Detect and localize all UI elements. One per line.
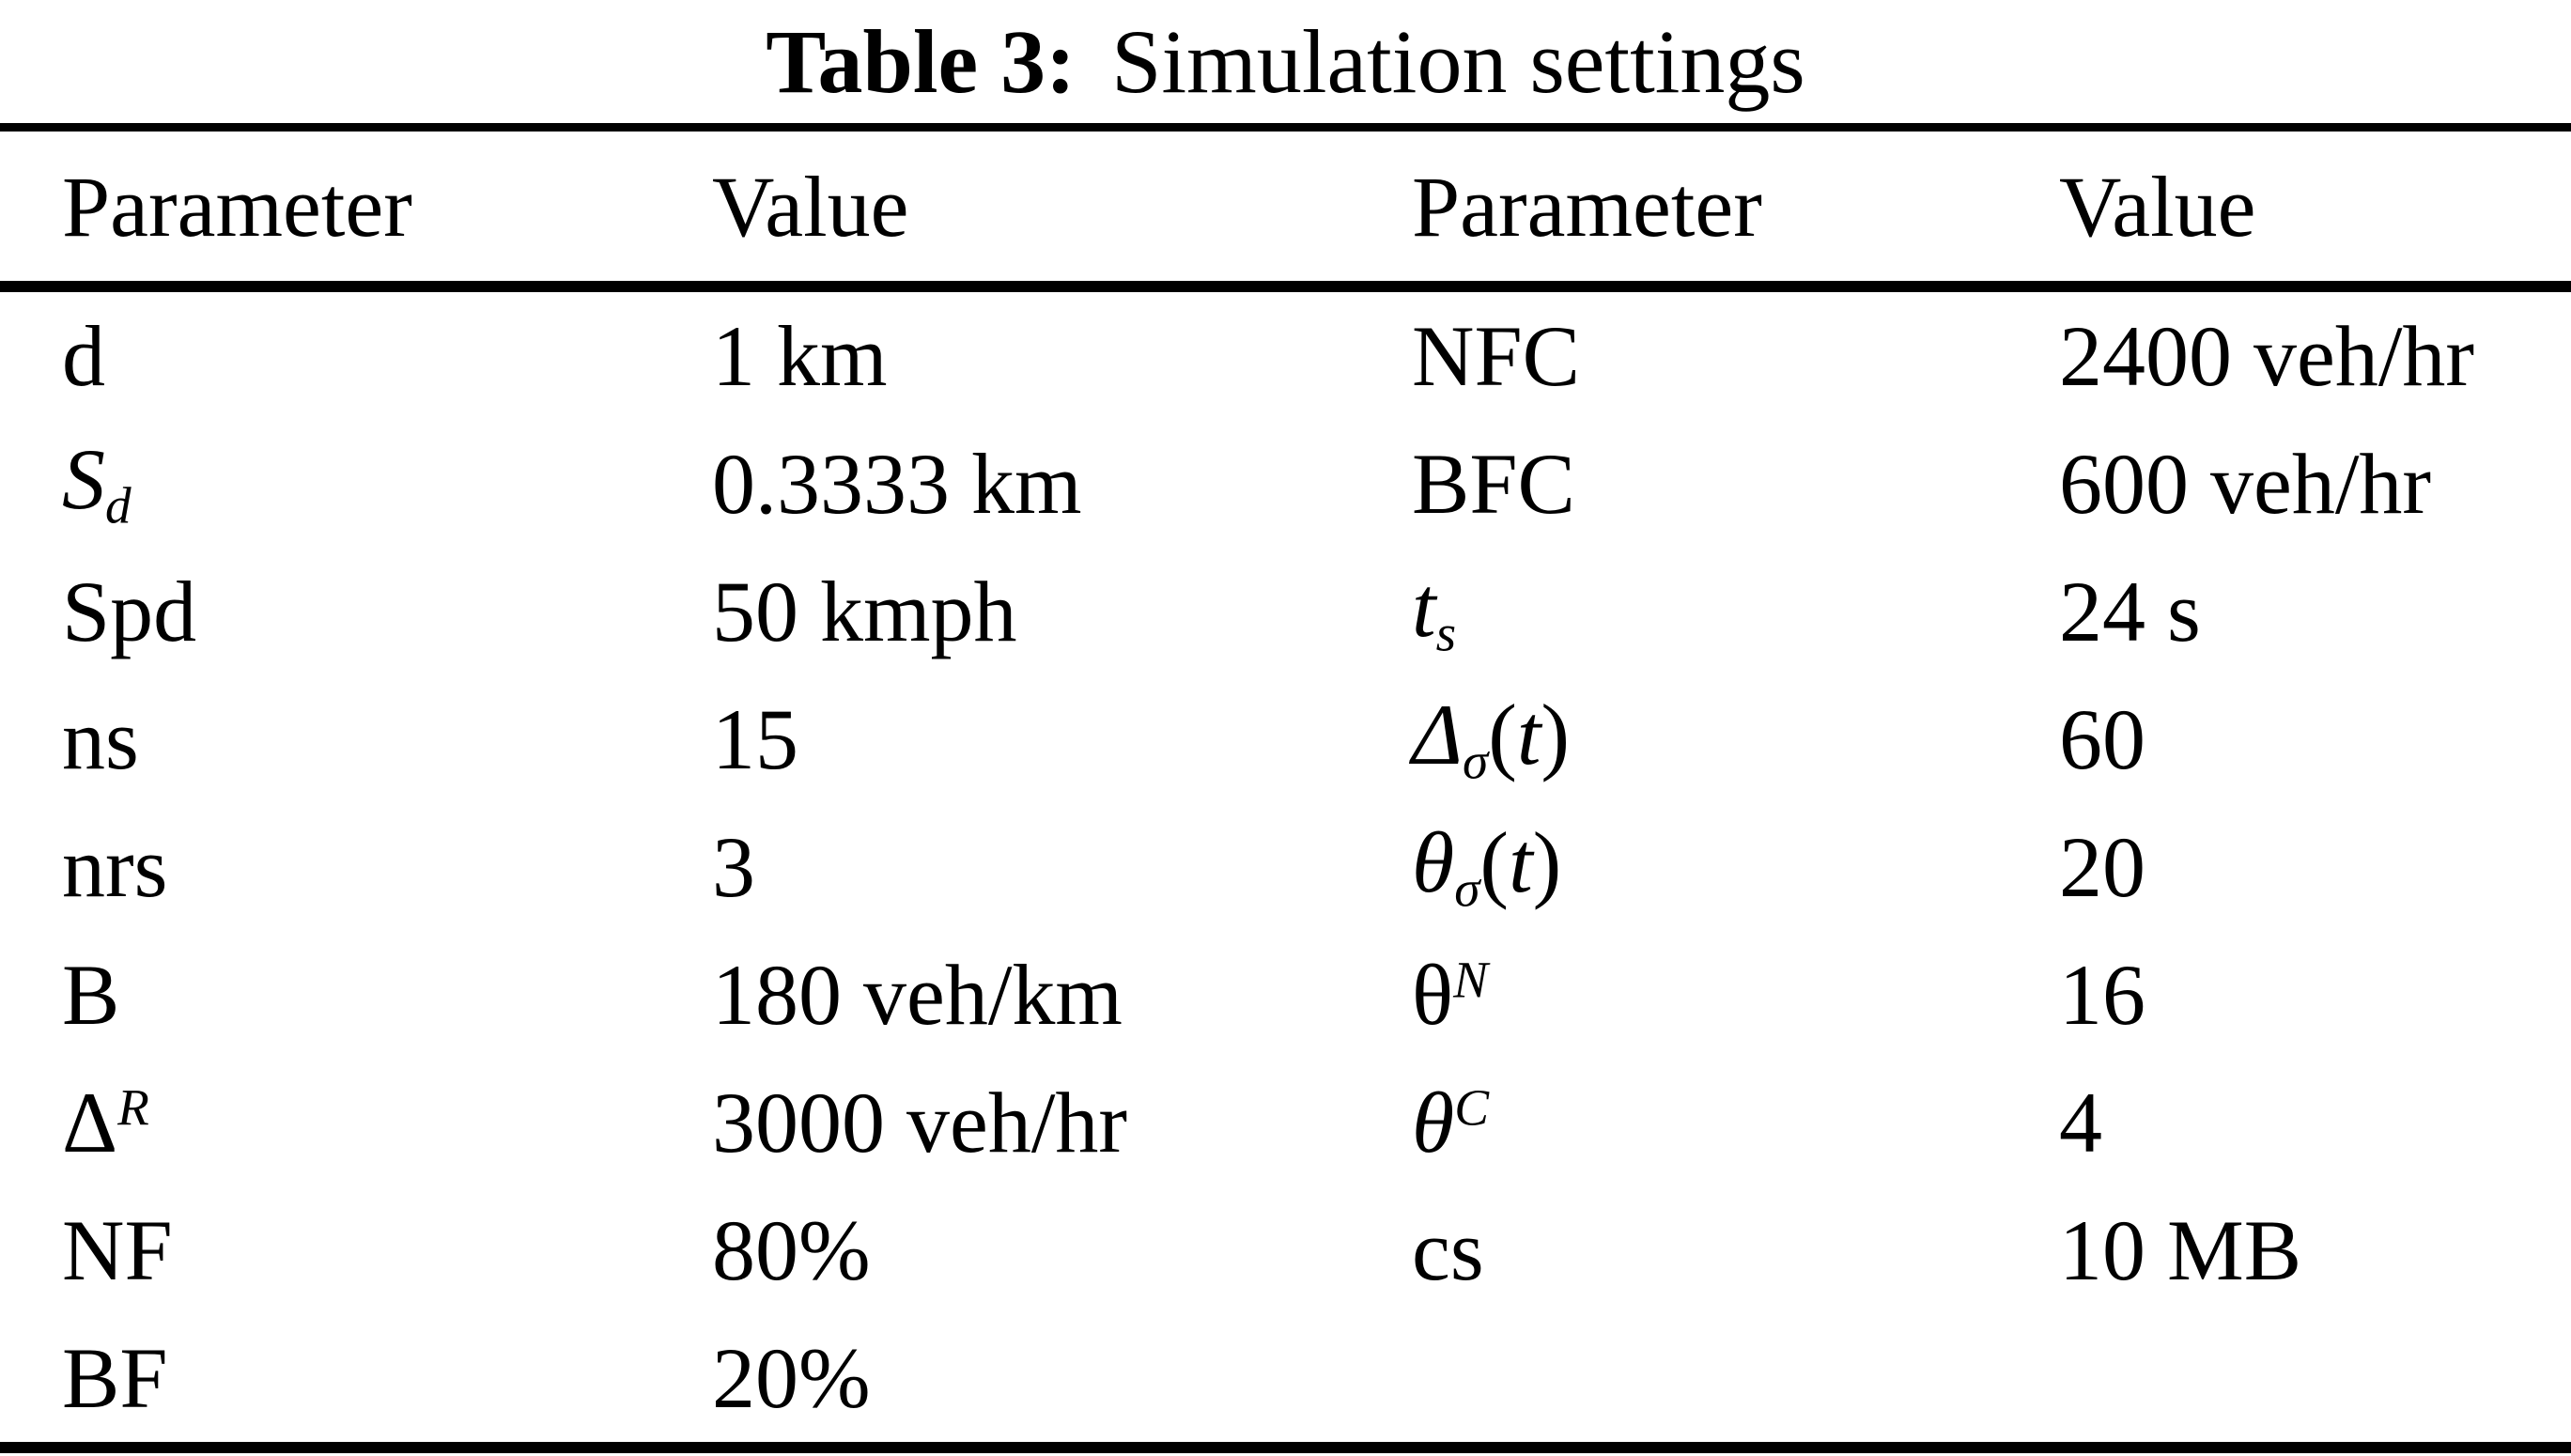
table-row (62, 1059, 2571, 1186)
param-cell (62, 691, 712, 787)
value-cell: 2400 veh/hr (2059, 308, 2475, 404)
value-cell: 4 (2059, 1075, 2102, 1170)
value-cell: 3000 veh/hr (712, 1075, 1128, 1170)
param-arg-close: ) (1541, 687, 1571, 783)
value-cell: 80% (712, 1202, 871, 1298)
param-superscript: N (1453, 951, 1488, 1009)
table-title-text: Simulation settings (1111, 11, 1805, 112)
header-row (62, 132, 2571, 281)
value-cell: 180 veh/km (712, 947, 1123, 1043)
param-subscript: σ (1454, 860, 1480, 918)
value-cell: 50 kmph (712, 564, 1017, 659)
param-cell (1412, 436, 2059, 532)
table-row (62, 675, 2571, 803)
param-base: Spd (62, 564, 197, 659)
param-cell (1412, 1202, 2059, 1298)
param-subscript: s (1435, 604, 1457, 662)
param-cell (1412, 947, 2059, 1043)
param-base: B (62, 947, 120, 1043)
bottom-rule (0, 1442, 2571, 1453)
param-cell (62, 431, 712, 534)
param-base: ns (62, 691, 139, 787)
param-arg-var: t (1509, 814, 1533, 911)
value-cell: 16 (2059, 947, 2145, 1043)
table-title (0, 0, 2571, 123)
value-cell: 15 (712, 691, 798, 787)
value-cell: 20 (2059, 819, 2145, 915)
param-subscript: σ (1463, 732, 1489, 790)
param-base: BFC (1412, 436, 1575, 532)
param-cell (62, 819, 712, 915)
param-cell (1412, 559, 2059, 662)
table-row (62, 1314, 2571, 1442)
header-cell-value-right: Value (2059, 158, 2256, 255)
param-cell (62, 1330, 712, 1426)
param-cell (62, 308, 712, 404)
param-arg-open: ( (1479, 814, 1510, 911)
param-arg-var: t (1516, 687, 1541, 783)
param-base: θ (1412, 814, 1455, 911)
header-rule (0, 281, 2571, 292)
table-row (62, 548, 2571, 675)
table-body (0, 292, 2571, 1442)
param-base: Δ (1412, 687, 1463, 783)
param-cell (1412, 308, 2059, 404)
param-base: cs (1412, 1202, 1484, 1298)
value-cell: 0.3333 km (712, 436, 1082, 532)
param-cell (62, 1075, 712, 1170)
table-row (62, 931, 2571, 1059)
value-cell: 1 km (712, 308, 888, 404)
param-cell (62, 947, 712, 1043)
table-title-label: Table 3: (766, 11, 1076, 112)
value-cell: 60 (2059, 691, 2145, 787)
param-subscript: d (105, 476, 132, 534)
header-cell-value-left: Value (712, 158, 909, 255)
param-arg-open: ( (1488, 687, 1517, 783)
header-cell-parameter-right: Parameter (1412, 158, 1762, 255)
value-cell: 24 s (2059, 564, 2201, 659)
top-rule (0, 123, 2571, 132)
param-cell (1412, 814, 2059, 918)
param-base: BF (62, 1330, 168, 1426)
param-base: nrs (62, 819, 168, 915)
param-base: NF (62, 1202, 173, 1298)
param-superscript: C (1454, 1078, 1490, 1137)
table-row (62, 292, 2571, 420)
param-base: θ (1412, 947, 1454, 1043)
param-superscript: R (117, 1078, 149, 1137)
value-cell: 10 MB (2059, 1202, 2302, 1298)
value-cell: 600 veh/hr (2059, 436, 2432, 532)
param-base: Δ (62, 1075, 118, 1170)
param-cell (1412, 687, 2059, 790)
value-cell: 3 (712, 819, 755, 915)
table-row (62, 803, 2571, 931)
param-base: θ (1412, 1075, 1455, 1170)
param-base: d (62, 308, 105, 404)
param-cell (62, 1202, 712, 1298)
header-cell-parameter-left: Parameter (62, 158, 412, 255)
param-base: S (62, 431, 105, 528)
table-row (62, 1186, 2571, 1314)
value-cell: 20% (712, 1330, 871, 1426)
param-arg-close: ) (1532, 814, 1562, 911)
param-cell (62, 564, 712, 659)
table-row (62, 420, 2571, 548)
param-base: NFC (1412, 308, 1580, 404)
param-base: t (1412, 559, 1436, 656)
param-cell (1412, 1075, 2059, 1170)
